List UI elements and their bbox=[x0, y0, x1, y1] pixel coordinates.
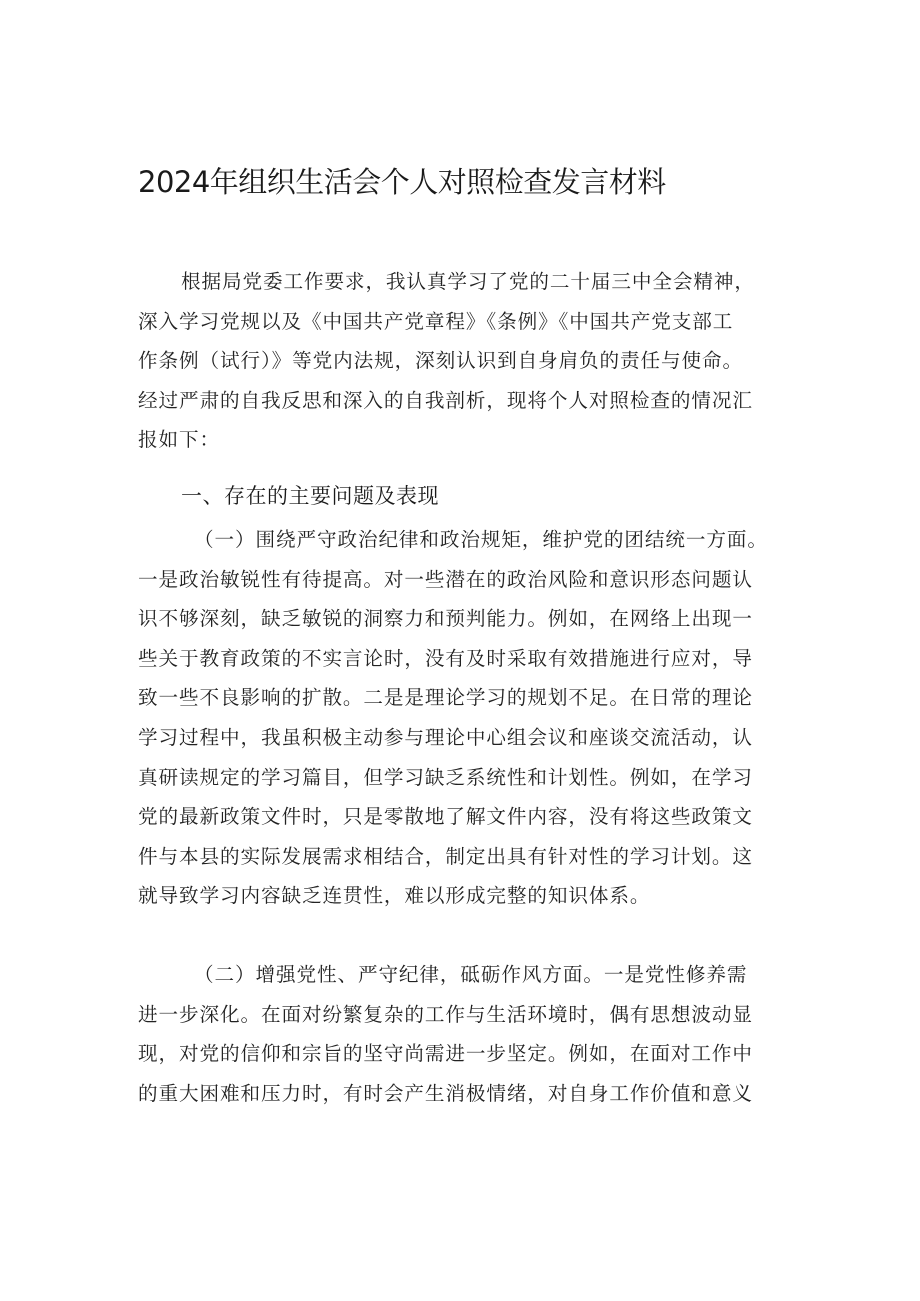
document-title: 2024年组织生活会个人对照检查发言材料 bbox=[138, 165, 666, 199]
paragraph-line: 件与本县的实际发展需求相结合，制定出具有针对性的学习计划。这 bbox=[138, 844, 753, 868]
intro-paragraph bbox=[138, 262, 784, 460]
paragraph-line: 识不够深刻，缺乏敏锐的洞察力和预判能力。例如，在网络上出现一 bbox=[138, 607, 753, 631]
paragraph-line: 党的最新政策文件时，只是零散地了解文件内容，没有将这些政策文 bbox=[138, 805, 753, 829]
paragraph-line: 作条例（试行）》等党内法规，深刻认识到自身肩负的责任与使命。 bbox=[138, 349, 744, 373]
paragraph-line: 报如下： bbox=[138, 428, 220, 452]
paragraph-two bbox=[138, 955, 784, 1113]
section-heading: 一、存在的主要问题及表现 bbox=[181, 484, 439, 508]
paragraph-line: 些关于教育政策的不实言论时，没有及时采取有效措施进行应对，导 bbox=[138, 646, 753, 670]
paragraph-line: 一是政治敏锐性有待提高。对一些潜在的政治风险和意识形态问题认 bbox=[138, 567, 753, 591]
paragraph-line: 真研读规定的学习篇目，但学习缺乏系统性和计划性。例如，在学习 bbox=[138, 765, 753, 789]
paragraph-line: 深入学习党规以及《中国共产党章程》《条例》《中国共产党支部工 bbox=[138, 309, 734, 333]
paragraph-line: 就导致学习内容缺乏连贯性，难以形成完整的知识体系。 bbox=[138, 884, 651, 908]
paragraph-line: （一）围绕严守政治纪律和政治规矩，维护党的团结统一方面。 bbox=[194, 528, 768, 551]
paragraph-line: 进一步深化。在面对纷繁复杂的工作与生活环境时，偶有思想波动显 bbox=[138, 1002, 753, 1026]
paragraph-line: （二）增强党性、严守纪律，砥砺作风方面。一是党性修养需 bbox=[194, 963, 748, 986]
paragraph-line: 学习过程中，我虽积极主动参与理论中心组会议和座谈交流活动，认 bbox=[138, 725, 753, 749]
paragraph-line: 致一些不良影响的扩散。二是是理论学习的规划不足。在日常的理论 bbox=[138, 686, 753, 710]
paragraph-line: 的重大困难和压力时，有时会产生消极情绪，对自身工作价值和意义 bbox=[138, 1081, 753, 1105]
paragraph-line: 现，对党的信仰和宗旨的坚守尚需进一步坚定。例如，在面对工作中 bbox=[138, 1042, 753, 1066]
paragraph-one bbox=[138, 520, 784, 916]
paragraph-line: 经过严肃的自我反思和深入的自我剖析，现将个人对照检查的情况汇 bbox=[138, 388, 753, 412]
paragraph-line: 根据局党委工作要求，我认真学习了党的二十届三中全会精神， bbox=[181, 270, 755, 293]
